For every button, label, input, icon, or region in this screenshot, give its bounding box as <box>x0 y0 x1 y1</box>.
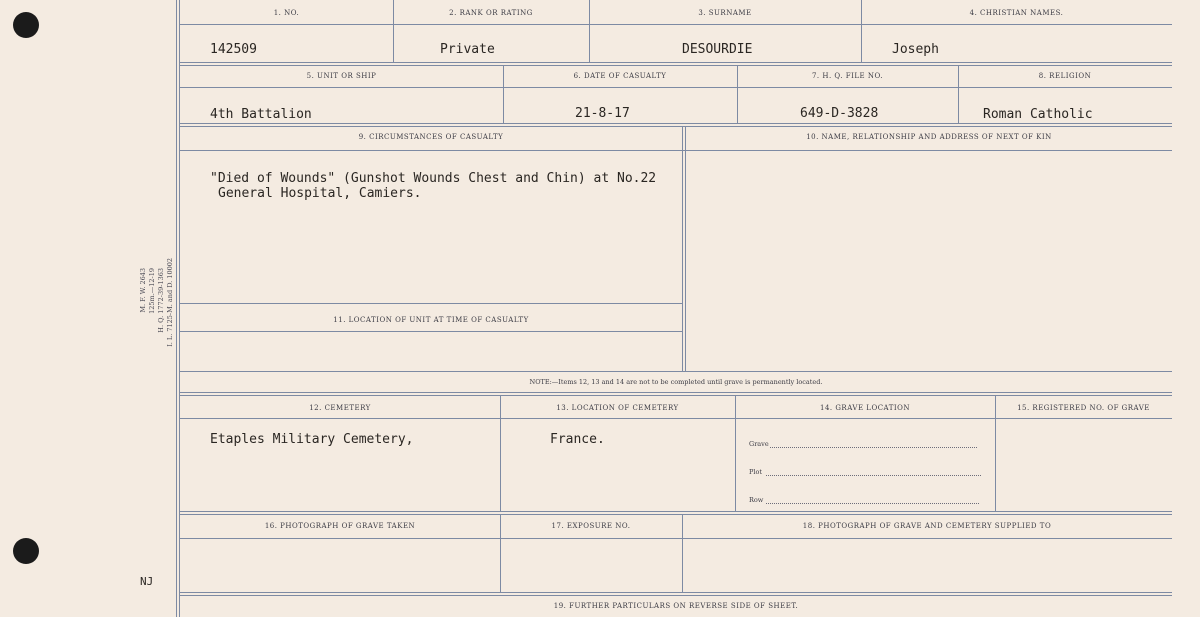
header-location-of-cemetery: 13. LOCATION OF CEMETERY <box>556 404 679 412</box>
form-code-4: I. L. 7125-M. and D. 10002 <box>166 258 174 347</box>
header-circumstances: 9. CIRCUMSTANCES OF CASUALTY <box>358 133 504 141</box>
christian-names: Joseph <box>892 42 939 57</box>
footer-further-particulars: 19. FURTHER PARTICULARS ON REVERSE SIDE OF SHEET. <box>553 602 799 610</box>
surname: DESOURDIE <box>682 42 753 57</box>
punch-hole-top <box>13 12 39 38</box>
cemetery-name: Etaples Military Cemetery, <box>210 432 414 447</box>
form-code-1: M. F. W. 2643 <box>139 268 147 313</box>
header-cemetery: 12. CEMETERY <box>309 404 371 412</box>
note-text: NOTE:—Items 12, 13 and 14 are not to be completed until grave is permanently located. <box>529 378 823 386</box>
date-of-casualty: 21-8-17 <box>575 106 630 121</box>
circumstances-line-2: General Hospital, Camiers. <box>218 186 422 201</box>
row-label: Row <box>749 496 764 504</box>
header-photo-supplied-to: 18. PHOTOGRAPH OF GRAVE AND CEMETERY SUPPLIED TO <box>802 522 1052 530</box>
form-code-3: H. Q. 1772-39-1363 <box>157 268 165 333</box>
header-rank: 2. RANK OR RATING <box>449 9 533 17</box>
hq-file-no: 649-D-3828 <box>800 106 879 121</box>
header-religion: 8. RELIGION <box>1038 72 1092 80</box>
header-grave-location: 14. GRAVE LOCATION <box>819 404 911 412</box>
religion: Roman Catholic <box>983 107 1093 122</box>
header-unit: 5. UNIT OR SHIP <box>306 72 377 80</box>
plot-label: Plot <box>749 468 762 476</box>
header-christian-names: 4. CHRISTIAN NAMES. <box>969 9 1064 17</box>
header-file-no: 7. H. Q. FILE NO. <box>811 72 884 80</box>
grave-label: Grave <box>749 440 769 448</box>
left-border <box>176 0 177 617</box>
header-next-of-kin: 10. NAME, RELATIONSHIP AND ADDRESS OF NEXT OF KIN <box>806 133 1052 141</box>
punch-hole-bottom <box>13 538 39 564</box>
service-number: 142509 <box>210 42 257 57</box>
header-photo-taken: 16. PHOTOGRAPH OF GRAVE TAKEN <box>264 522 416 530</box>
header-date-of-casualty: 6. DATE OF CASUALTY <box>573 72 667 80</box>
circumstances-line-1: "Died of Wounds" (Gunshot Wounds Chest and Chin) at No.22 <box>210 171 657 186</box>
cemetery-location: France. <box>550 432 605 447</box>
header-registered-no: 15. REGISTERED NO. OF GRAVE <box>1017 404 1150 412</box>
header-no: 1. NO. <box>273 9 300 17</box>
form-code-2: 125m.—12-19 <box>148 268 156 314</box>
unit: 4th Battalion <box>210 107 312 122</box>
clerk-initials: NJ <box>140 575 154 588</box>
header-location-of-unit: 11. LOCATION OF UNIT AT TIME OF CASUALTY <box>333 316 529 324</box>
header-surname: 3. SURNAME <box>698 9 752 17</box>
header-exposure-no: 17. EXPOSURE NO. <box>551 522 631 530</box>
rank: Private <box>440 42 495 57</box>
